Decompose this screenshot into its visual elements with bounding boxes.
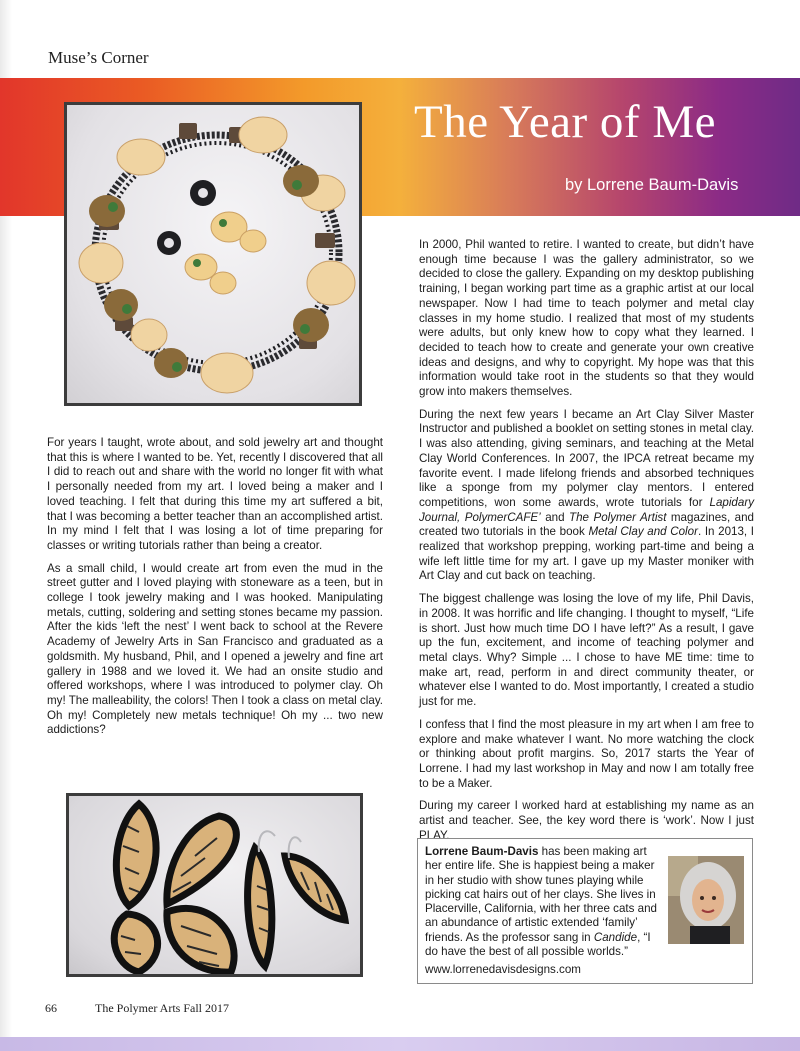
paragraph: The biggest challenge was losing the love of my life, Phil Davis, in 2008. It was horrific and life changing. I thought to myself, “Life is short. Just how much time DO I have left?” As a result, I gave up the fun, excitement, and income of teaching polymer and metal clays. Why? Simple ... I chose to have ME time: time to make art, read, perform in and direct community theater, or whatever else I wanted to do. Most importantly, I created a studio just for me. [419, 592, 754, 709]
italic-title: Metal Clay and Color [588, 525, 698, 539]
article-title: The Year of Me [414, 96, 716, 148]
author-website: www.lorrenedavisdesigns.com [425, 963, 581, 976]
text-run: and [540, 510, 570, 524]
article-right-column [419, 238, 754, 851]
section-label: Muse’s Corner [48, 48, 149, 67]
paragraph: During my career I worked hard at establishing my name as an artist and teacher. See, the key word there is ‘work’. Now I just PLAY. [419, 799, 754, 842]
necklace-photo [64, 102, 362, 406]
italic-title: Lapidary Journal, PolymerCAFE’ [419, 495, 754, 524]
text-run: During the next few years I became an Art Clay Silver Master Instructor and published a booklet on setting stones in metal clay. I was also attending, giving seminars, and teaching at the Metal Clay World Conferences. In 2007, the IPCA retreat became my favorite event. I made lifelong friends and absorbed techniques like a sponge from my polymer clay mentors. I entered competitions, won some awards, wrote tutorials for [419, 407, 754, 509]
paragraph: As a small child, I would create art from even the mud in the street gutter and I loved playing with stoneware as a teen, but in college I took jewelry making and I was hooked. Manipulating metals, cutting, soldering and setting stones became my passion. After the kids ‘left the nest’ I went back to school at the Revere Academy of Jewelry Arts in San Francisco and graduated as a goldsmith. My husband, Phil, and I opened a jewelry and fine art gallery in 1988 and we loved it. We had an onsite studio and offered workshops, where I was introduced to polymer clay. Oh my! The malleability, the colors! Then I took a class on metal clay. Oh my! Completely new metals technique! Oh my ... two new addictions? [47, 561, 383, 737]
paragraph: I confess that I find the most pleasure in my art when I am free to explore and make whatever I want. No more watching the clock or thinking about profit margins. So, 2017 starts the Year of Lorrene. I had my last workshop in May and now I am totally free to be a Maker. [419, 717, 754, 790]
paragraph [419, 408, 754, 584]
publication-name: The Polymer Arts Fall 2017 [95, 1001, 229, 1015]
necklace-illustration [67, 105, 359, 403]
text-run: magazines, and created two tutorials in the book [419, 510, 755, 539]
text-run: . In 2013, I realized that workshop prepping, working part-time and being a wife left little time for my art. I gave up my Master moniker with Art Clay and cut back on teaching. [419, 525, 754, 583]
article-byline: by Lorrene Baum-Davis [565, 176, 739, 194]
text-run: has been making art her entire life. She is happiest being a maker in her studio with show tunes playing while picking cat hairs out of her clays. She lives in Placerville, California, with her three cats and an abundance of artistic extended ‘family’ friends. As the professor sang in [425, 845, 657, 944]
author-bio-box [417, 838, 753, 984]
author-bio-text [425, 845, 663, 959]
article-left-column [47, 436, 383, 746]
paragraph: For years I taught, wrote about, and sold jewelry art and thought that this is where I wanted to be. Yet, recently I discovered that all I did to reach out and share with the world no longer fit with what I personally needed from my art. I loved being a maker and I loved teaching. I felt that during this time my art suffered a bit, that I was becoming a better teacher than an accomplished artist. In my mind I felt that I was losing a lot of time preparing for classes or writing tutorials rather than being a creator. [47, 436, 383, 552]
italic-title: Candide [593, 930, 638, 944]
leaf-brooch-earrings-photo [66, 793, 363, 977]
portrait-illustration [668, 856, 744, 944]
author-portrait-photo [668, 856, 744, 944]
bottom-edge-strip [0, 1037, 800, 1051]
leaves-illustration [69, 796, 360, 974]
paragraph: In 2000, Phil wanted to retire. I wanted to create, but didn’t have enough time because I was the gallery administrator, so we decided to close the gallery. Expanding on my desktop publishing training, I began working part time as a graphic artist at our local newspaper. Now I had time to teach polymer and metal clay classes in my home studio. I realized that most of my students were adults, but only knew how to copy what they learned. I decided to teach how to create and generate your own creative ideas and designs, and why to copyright. My hope was that this information would take root in the students so that they would grow into makers themselves. [419, 238, 754, 399]
text-run: , “I do have the best of all possible worlds.” [425, 930, 651, 959]
italic-title: The Polymer Artist [569, 510, 667, 524]
page-number: 66 [45, 1001, 57, 1015]
author-name: Lorrene Baum-Davis [425, 845, 539, 858]
